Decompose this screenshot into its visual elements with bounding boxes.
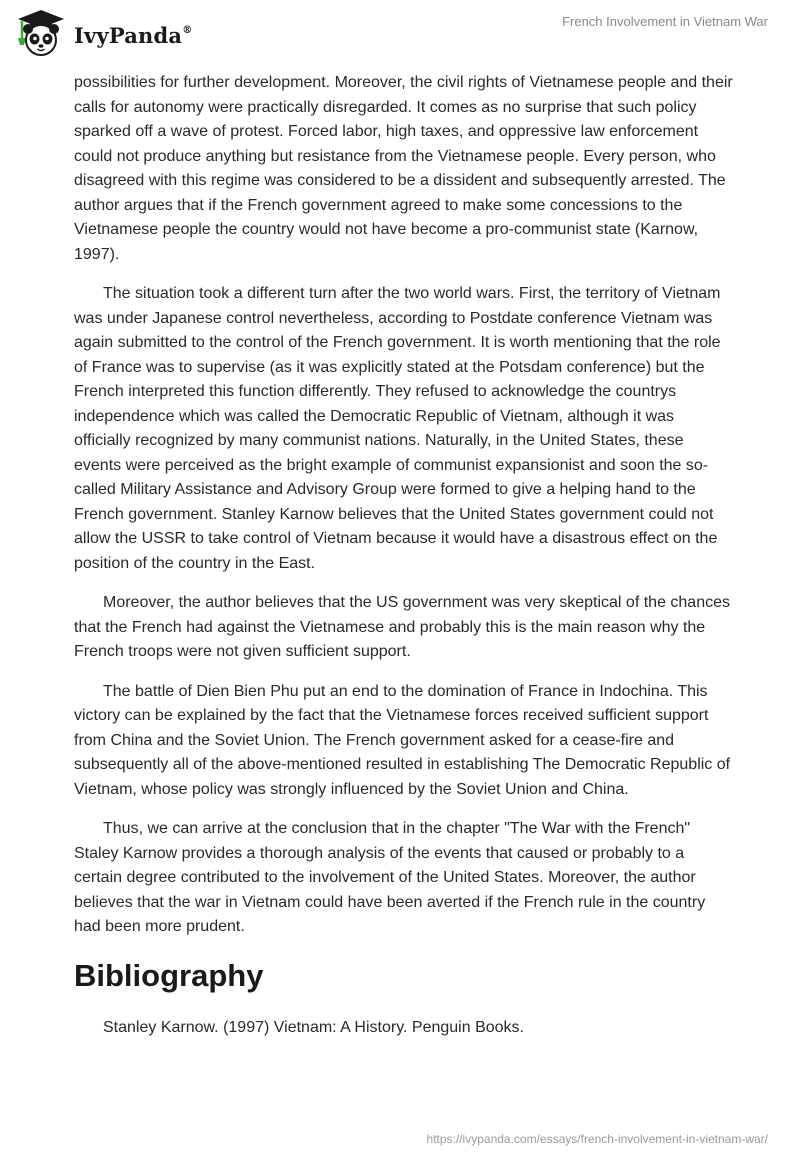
bibliography-entry: Stanley Karnow. (1997) Vietnam: A History. Penguin Books. [103, 1018, 524, 1036]
source-url-link[interactable]: https://ivypanda.com/essays/french-involvement-in-vietnam-war/ [426, 1132, 768, 1146]
registered-mark: ® [182, 24, 193, 36]
panda-graduate-icon [14, 8, 68, 58]
paragraph-2: The situation took a different turn after the two world wars. First, the territory of Vietnam was under Japanese control nevertheless, according to Postdate conference Vietnam was again submitted to the control of the French government. It is worth mentioning that the role of France was to supervise (as it was explicitly stated at the Potsdam conference) but the French interpreted this function differently. They refused to acknowledge the countrys independence which was called the Democratic Republic of Vietnam, although it was officially recognized by many communist nations. Naturally, in the United States, these events were perceived as the bright example of communist expansionist and soon the so-called Military Assistance and Advisory Group were formed to give a helping hand to the French government. Stanley Karnow believes that the United States government could not allow the USSR to take control of Vietnam because it would have a disastrous effect on the position of the country in the East. [74, 285, 721, 572]
brand-logo[interactable] [14, 8, 192, 58]
brand-name [74, 23, 192, 48]
essay-body [74, 71, 734, 1040]
page-header [0, 0, 800, 70]
paragraph-1: possibilities for further development. Moreover, the civil rights of Vietnamese people and their calls for autonomy were practically disregarded. It comes as no surprise that such policy sparked off a wave of protest. Forced labor, high taxes, and oppressive law enforcement could not produce anything but resistance from the Vietnamese people. Every person, who disagreed with this regime was considered to be a dissident and subsequently arrested. The author argues that if the French government agreed to make some concessions to the Vietnamese people the country would not have become a pro-communist state (Karnow, 1997). [74, 74, 733, 263]
bibliography-heading: Bibliography [74, 957, 264, 993]
paragraph-5: Thus, we can arrive at the conclusion that in the chapter "The War with the French" Staley Karnow provides a thorough analysis of the events that caused or probably to a certain degree contributed to the involvement of the United States. Moreover, the author believes that the war in Vietnam could have been averted if the French rule in the country had been more prudent. [74, 820, 706, 935]
document-title: French Involvement in Vietnam War [562, 14, 768, 29]
brand-name-text: IvyPanda [74, 22, 183, 48]
paragraph-4: The battle of Dien Bien Phu put an end to the domination of France in Indochina. This victory can be explained by the fact that the Vietnamese forces received sufficient support from China and the Soviet Union. The French government asked for a cease-fire and subsequently all of the above-mentioned resulted in establishing The Democratic Republic of Vietnam, whose policy was strongly influenced by the Soviet Union and China. [74, 682, 731, 798]
paragraph-3: Moreover, the author believes that the US government was very skeptical of the chances that the French had against the Vietnamese and probably this is the main reason why the French troops were not given sufficient support. [74, 594, 730, 660]
